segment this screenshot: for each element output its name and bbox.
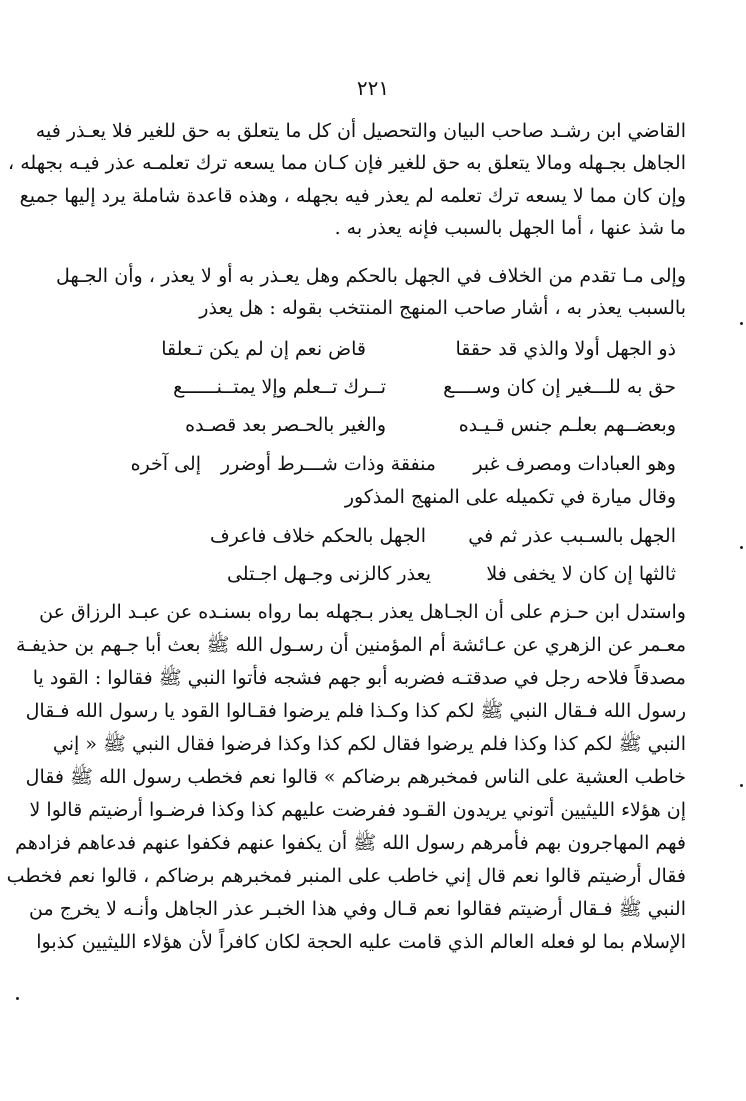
text-line: الإسلام بما لو فعله العالم الذي قامت عليه الحجة لكان كافراً لأن هؤلاء الليثيين كذبوا [36,931,686,953]
verse-first-hemistich: وهو العبادات ومصرف غبر [473,453,676,475]
text-line: القاضي ابن رشـد صاحب البيان والتحصيل أن كل ما يتعلق به حق للغير فلا يعـذر فيه [35,120,686,142]
verse-first-hemistich: ثالثها إن كان لا يخفى فلا [486,563,676,585]
text-line: رسول الله فـقال النبي ﷺ لكم كذا وكـذا فلم يرضوا فقـالوا القود يا رسول الله فـقال [25,700,686,722]
text-line: فهم المهاجرون بهم فأمرهم رسول الله ﷺ أن يكفوا عنهم فكفوا عنهم فدعاهم فزادهم [15,832,686,854]
text-line: مصدقاً فلاحه رجل في صدقتـه فضربه أبو جهم فشجه فأتوا النبي ﷺ فقالوا : القود يا [32,667,686,689]
page-number: ٢٢١ [356,76,390,100]
text-line: فقال أرضيتم قالوا نعم قال إني خاطب على المنبر فمخبرهم برضاكم ، قالوا نعم فخطب [6,865,686,887]
text-line: معـمر عن الزهري عن عـائشة أم المؤمنين أن رسـول الله ﷺ بعث أبا جـهم بن حذيفـة [16,634,686,656]
scan-speck [740,784,743,787]
scan-speck [740,322,743,325]
verse-first-hemistich: وبعضــهم بعلـم جنس قـيـده [458,414,676,436]
text-line: وإن كان مما لا يسعه ترك تعلمه لم يعذر فيه بجهله ، وهذه قاعدة شاملة يرد إليها جميع [19,185,686,207]
text-line: خاطب العشية على الناس فمخبرهم برضاكم » قالوا نعم فخطب رسول الله ﷺ فقال [25,766,686,788]
intro-line: وقال ميارة في تكميله على المنهج المذكور [344,486,676,508]
text-line: واستدل ابن حـزم على أن الجـاهل يعذر بـجهله بما رواه بسنـده عن عبـد الرزاق عن [39,601,686,623]
text-line: النبي ﷺ فـقال أرضيتم فقالوا نعم قـال وفي هذا الخبـر عذر الجاهل وأنـه لا يخرج من [29,898,686,920]
verse-note: إلى آخره [130,453,201,475]
text-line: إن هؤلاء الليثيين أتوني يريدون القـود ففرضت عليهم كذا وكذا فرضـوا أرضيتم قالوا لا [29,799,686,821]
verse-second-hemistich: قاض نعم إن لم يكن تـعلقا [161,338,366,360]
text-line: الجاهل بجـهله ومالا يتعلق به حق للغير فإن كـان مما يسعه ترك تعلمـه عذر فيـه بجهله ، [8,152,686,174]
verse-first-hemistich: حق به للـــغير إن كان وســــع [443,376,676,398]
text-line: وإلى مـا تقدم من الخلاف في الجهل بالحكم وهل يعـذر به أو لا يعذر ، وأن الجـهل [56,265,686,287]
scan-speck [740,546,743,549]
scan-speck [16,997,19,1000]
verse-second-hemistich: منفقة وذات شـــرط أوضرر [220,453,436,475]
verse-first-hemistich: الجهل بالسـبب عذر ثم في [468,525,676,547]
verse-second-hemistich: والغير بالحـصر بعد قصـده [185,414,386,436]
text-line: ما شذ عنها ، أما الجهل بالسبب فإنه يعذر به . [334,217,686,239]
verse-second-hemistich: يعذر كالزنى وجـهل اجـتلى [226,563,431,585]
verse-first-hemistich: ذو الجهل أولا والذي قد حققا [455,338,676,360]
text-line: النبي ﷺ لكم كذا وكذا فلم يرضوا فقال لكم كذا وكذا فرضوا فقال النبي ﷺ « إني [52,733,686,755]
text-line: بالسبب يعذر به ، أشار صاحب المنهج المنتخب بقوله : هل يعذر [199,297,686,319]
verse-second-hemistich: الجهل بالحكم خلاف فاعرف [209,525,426,547]
verse-second-hemistich: تــرك تــعلم وإلا يمتــنــــــع [173,376,386,398]
